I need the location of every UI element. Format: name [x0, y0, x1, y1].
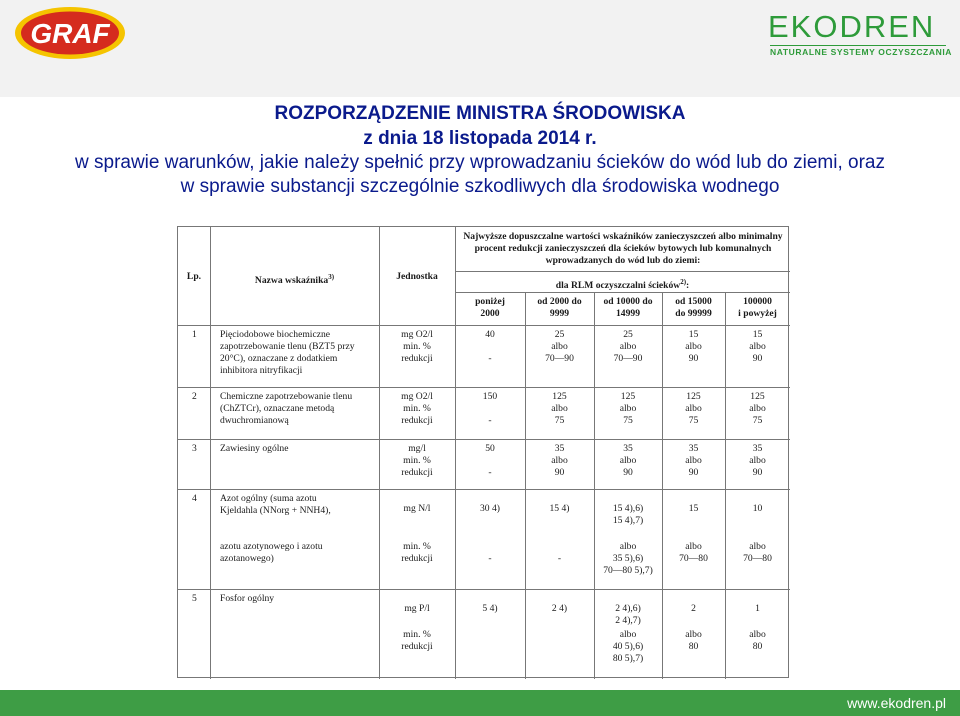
ekodren-name: EKODREN [768, 9, 936, 44]
row-value-limit: 10 [752, 503, 763, 514]
header-top: Najwyższe dopuszczalne wartości wskaźników zanieczyszczeń albo minimalny procent redukcji zanieczyszczeń dla ścieków bytowych lub komunalnych wprowadzanych do wód lub do ziemi: [463, 231, 783, 266]
regulation-subject: w sprawie warunków, jakie należy spełnić przy wprowadzaniu ścieków do wód lub do ziemi, oraz w sprawie substancji szczególnie szkodliwych dla środowiska wodnego [75, 152, 885, 197]
row-value: 15 albo 90 [685, 329, 702, 364]
row-value-limit: 1 [755, 603, 760, 614]
row-name: Fosfor ogólny [220, 593, 275, 604]
header-rlm-text: dla RLM oczyszczalni ścieków [555, 280, 681, 292]
row-lp: 4 [192, 493, 197, 504]
table-hline [178, 439, 790, 440]
row-lp: 1 [192, 329, 197, 340]
row-value-limit: 2 4) [551, 603, 568, 614]
row-unit-reduction: min. % redukcji [401, 541, 433, 564]
row-value: 35 albo 90 [619, 443, 637, 478]
row-value: 125 albo 75 [551, 391, 568, 426]
regulation-title: ROZPORZĄDZENIE MINISTRA ŚRODOWISKA [274, 103, 686, 124]
row-unit: mg/l min. % redukcji [401, 443, 433, 478]
row-value-reduction: albo 70—80 [743, 541, 772, 564]
row-name: Chemiczne zapotrzebowanie tlenu (ChZTCr), oznaczane metodą dwuchromianową [220, 391, 353, 426]
table-hline [178, 387, 790, 388]
row-value: 35 albo 90 [551, 443, 568, 478]
row-value-reduction: albo 35 5),6) 70—80 5),7) [603, 541, 653, 576]
row-value-limit: 15 [688, 503, 699, 514]
header-col-4: od 15000 do 99999 [675, 296, 712, 319]
row-value-limit: 2 [691, 603, 696, 614]
row-value: 40 - [485, 329, 495, 364]
row-value-reduction: albo 80 [749, 629, 766, 652]
row-name: Azot ogólny (suma azotu Kjeldahla (NNorg + NNH4), azotu azotynowego i azotu azotanowego) [220, 493, 331, 564]
row-value: 25 albo 70—90 [545, 329, 574, 364]
row-value-reduction: albo 70—80 [679, 541, 708, 564]
graf-logo [14, 6, 126, 60]
row-value: 150 - [482, 391, 498, 426]
row-value: 25 albo 70—90 [613, 329, 643, 364]
ekodren-divider [770, 45, 946, 46]
header-col-3: od 10000 do 14999 [603, 296, 653, 319]
ekodren-tagline: NATURALNE SYSTEMY OCZYSZCZANIA [770, 47, 953, 57]
graf-logo-text: GRAF [30, 18, 110, 49]
row-name: Pięciodobowe biochemiczne zapotrzebowanie tlenu (BZT5 przy 20°C), oznaczane z dodatkiem inhibitora nitryfikacji [220, 329, 355, 376]
row-name: Zawiesiny ogólne [220, 443, 289, 454]
row-value: 35 albo 90 [685, 443, 702, 478]
row-value-reduction: - [488, 553, 492, 564]
ekodren-logo [768, 9, 953, 57]
header-unit: Jednostka [396, 271, 438, 282]
regulation-date: z dnia 18 listopada 2014 r. [363, 128, 597, 149]
footer-bar [0, 690, 960, 716]
row-unit-reduction: min. % redukcji [401, 629, 433, 652]
table-hline [455, 271, 790, 272]
row-lp: 5 [192, 593, 197, 604]
row-unit: mg P/l [404, 603, 430, 614]
footer-url[interactable]: www.ekodren.pl [847, 695, 946, 711]
row-value: 35 albo 90 [749, 443, 766, 478]
pollutant-limits-table [177, 226, 789, 678]
table-vline [210, 227, 211, 679]
row-value-reduction: - [557, 553, 562, 564]
header-rlm-sup: 2) [680, 278, 687, 286]
row-value-limit-alt: 15 4),7) [612, 515, 644, 526]
row-value-reduction: albo 80 [685, 629, 702, 652]
row-value-limit: 30 4) [480, 503, 500, 514]
header-rlm-suffix: : [686, 280, 690, 292]
table-hline [178, 489, 790, 490]
header-col-5: 100000 i powyżej [738, 296, 777, 319]
header-name [210, 271, 379, 287]
row-value-reduction: albo 40 5),6) 80 5),7) [612, 629, 644, 664]
row-unit: mg O2/l min. % redukcji [401, 329, 433, 364]
table-hline [178, 589, 790, 590]
row-value-limit: 15 4),6) [612, 503, 644, 514]
row-value-limit: 15 4) [549, 503, 570, 514]
title-block [0, 101, 960, 199]
row-unit: mg N/l [403, 503, 431, 514]
row-value: 50 - [485, 443, 495, 478]
table-hline [178, 325, 790, 326]
header-name-sup: 3) [328, 273, 335, 281]
row-value: 125 albo 75 [685, 391, 702, 426]
header-rlm [455, 276, 790, 292]
header-name-text: Nazwa wskaźnika [254, 275, 329, 287]
row-value: 125 albo 75 [749, 391, 766, 426]
header-lp: Lp. [186, 271, 202, 282]
header-col-1: poniżej 2000 [475, 296, 505, 319]
row-lp: 2 [192, 391, 197, 402]
row-value: 15 albo 90 [749, 329, 766, 364]
row-lp: 3 [192, 443, 197, 454]
row-unit: mg O2/l min. % redukcji [401, 391, 433, 426]
row-value-limit: 5 4) [482, 603, 498, 614]
row-value: 125 albo 75 [619, 391, 637, 426]
row-value-limit: 2 4),6) [615, 603, 641, 614]
header-col-2: od 2000 do 9999 [537, 296, 582, 319]
row-value-limit-alt: 2 4),7) [615, 615, 641, 626]
